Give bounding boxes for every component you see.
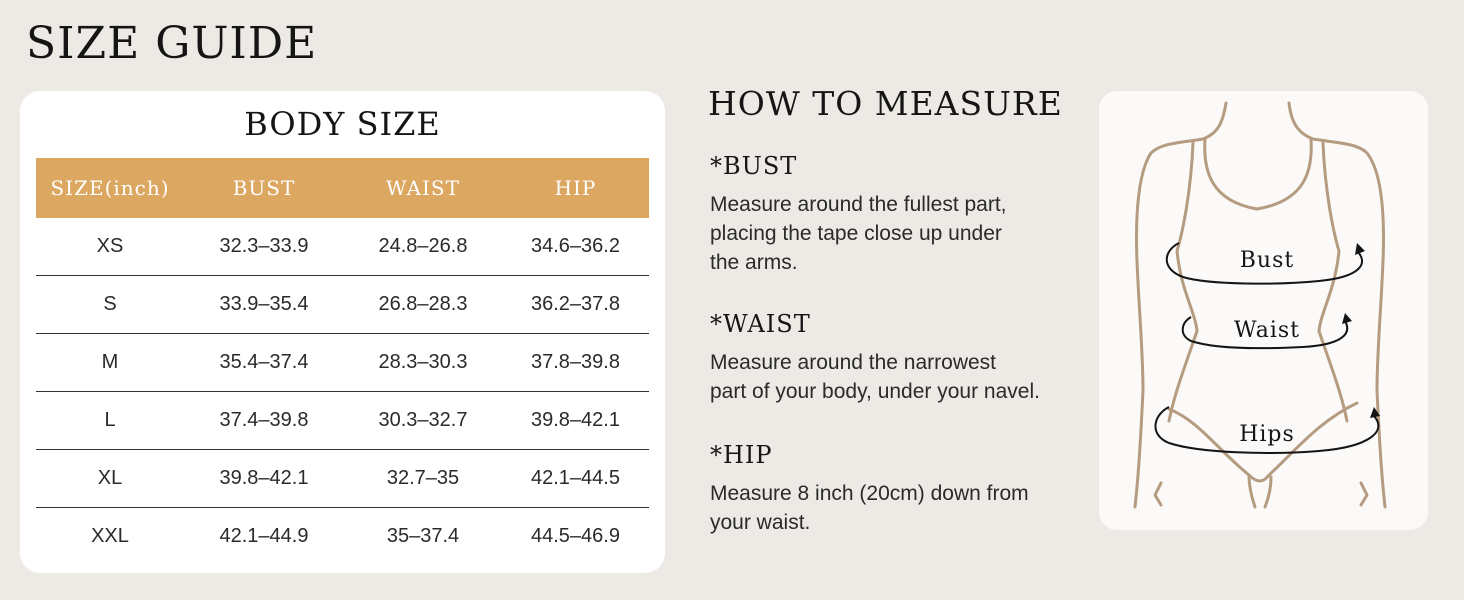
header-hip: HIP [502,158,649,218]
header-waist: WAIST [344,158,502,218]
size-cell: XL [36,450,184,508]
bust-label: Bust [1239,248,1295,273]
hip-line: your waist. [710,511,811,534]
table-row [36,334,649,392]
header-size: SIZE(inch) [36,158,184,218]
bust-heading: *BUST [710,152,798,180]
waist-arrow-icon [1342,313,1352,324]
bust-line: Measure around the fullest part, [710,193,1007,216]
waist-cell: 32.7–35 [344,450,502,508]
bust-line: placing the tape close up under [710,222,1002,245]
hand-left [1155,483,1161,505]
bust-cell: 33.9–35.4 [184,276,344,334]
hip-cell: 34.6–36.2 [502,218,649,276]
hip-cell: 37.8–39.8 [502,334,649,392]
waist-line: part of your body, under your navel. [710,380,1040,403]
waist-cell: 26.8–28.3 [344,276,502,334]
size-cell: L [36,392,184,450]
waist-instructions [710,348,1090,406]
size-cell: M [36,334,184,392]
torso-left [1169,143,1197,421]
bust-cell: 35.4–37.4 [184,334,344,392]
hip-line: Measure 8 inch (20cm) down from [710,482,1029,505]
bust-cell: 42.1–44.9 [219,525,309,547]
hip-cell: 44.5–46.9 [531,525,620,547]
waist-cell: 24.8–26.8 [344,218,502,276]
size-cell: S [36,276,184,334]
hip-instructions [710,479,1090,537]
page-title: SIZE GUIDE [26,18,318,69]
waist-cell: 28.3–30.3 [344,334,502,392]
torso-right [1319,143,1347,421]
bust-cell: 37.4–39.8 [184,392,344,450]
waist-heading: *WAIST [710,310,811,338]
bust-instructions [710,190,1090,277]
table-row [36,392,649,450]
bust-cell: 39.8–42.1 [184,450,344,508]
hip-cell: 39.8–42.1 [502,392,649,450]
bust-line: the arms. [710,251,798,274]
size-cell: XXL [91,525,129,547]
hip-heading: *HIP [710,441,773,469]
leg-right [1265,477,1271,507]
body-size-title: BODY SIZE [244,105,441,143]
hips-label: Hips [1239,422,1295,447]
body-figure-illustration [1099,91,1428,530]
hip-cell: 42.1–44.5 [502,450,649,508]
size-cell: XS [36,218,184,276]
waist-line: Measure around the narrowest [710,351,996,374]
hand-right [1361,483,1367,505]
table-row [36,218,649,276]
hip-cell: 36.2–37.8 [502,276,649,334]
header-bust: BUST [184,158,344,218]
waist-cell: 35–37.4 [386,525,460,547]
table-row [36,276,649,334]
size-table [36,158,649,565]
waist-label: Waist [1234,318,1300,343]
how-to-measure-title: HOW TO MEASURE [708,84,1063,123]
neckline [1205,139,1312,209]
table-row [36,450,649,508]
body-outline-right [1289,103,1385,507]
waist-cell: 30.3–32.7 [344,392,502,450]
body-figure-card [1099,91,1428,530]
table-row [36,508,649,566]
table-header-row [36,158,649,218]
bust-cell: 32.3–33.9 [184,218,344,276]
